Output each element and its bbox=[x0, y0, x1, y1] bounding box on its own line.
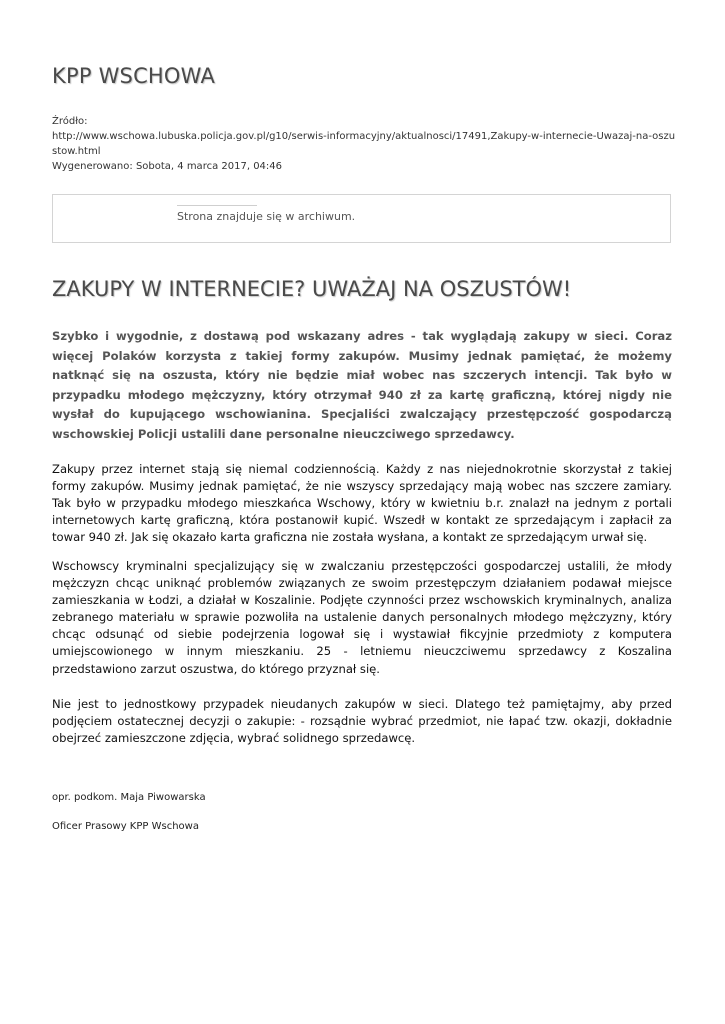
article-title: ZAKUPY W INTERNECIE? UWAŻAJ NA OSZUSTÓW! bbox=[52, 277, 572, 301]
archive-notice bbox=[52, 194, 671, 243]
article-paragraph: Wschowscy kryminalni specjalizujący się w zwalczaniu przestępczości gospodarczej ustalili, że młody mężczyzn chcąc uniknąć problemów związanych ze swoim przestępczym działaniem podawał miejsce zamieszkania w Łodzi, a działał w Koszalinie. Podjęte czynności przez wschowskich kryminalnych, analiza zebranego materiału w sprawie pozwoliła na ustalenie danych personalnych młodego mężczyzny, który chcąc odsunąć od siebie podejrzenia logował się i wystawiał fikcyjnie przedmioty z komputera umiejscowionego w innym mieszkaniu. 25 - letniemu nieuczciwemu sprzedawcy z Koszalina przedstawiono zarzut oszustwa, do którego przyznał się. bbox=[52, 559, 672, 676]
press-officer: Oficer Prasowy KPP Wschowa bbox=[52, 821, 199, 832]
article-paragraph: Zakupy przez internet stają się niemal codziennością. Każdy z nas niejednokrotnie skorzystał z takiej formy zakupów. Musimy jednak pamiętać, że nie wszyscy sprzedający mają wobec nas szczere zamiary. Tak było w przypadku młodego mieszkańca Wschowy, który w kwietniu b.r. znalazł na jednym z portali internetowych kartę graficzną, która postanowił kupić. Wszedł w kontakt ze sprzedającym i zapłacił za towar 940 zł. Jak się okazało karta graficzna nie została wysłana, a kontakt ze sprzedającym urwał się. bbox=[52, 462, 672, 545]
generated-date: Wygenerowano: Sobota, 4 marca 2017, 04:46 bbox=[52, 161, 283, 172]
archive-message: Strona znajduje się w archiwum. bbox=[177, 210, 356, 223]
site-title: KPP WSCHOWA bbox=[52, 64, 216, 88]
source-metadata bbox=[52, 114, 677, 174]
article-author: opr. podkom. Maja Piwowarska bbox=[52, 792, 206, 803]
article-paragraph: Nie jest to jednostkowy przypadek nieudanych zakupów w sieci. Dlatego też pamiętajmy, aby przed podjęciem ostatecznej decyzji o zakupie: - rozsądnie wybrać przedmiot, nie łapać tzw. okazji, dokładnie obejrzeć zamieszczone zdjęcia, wybrać solidnego sprzedawcę. bbox=[52, 697, 672, 746]
archive-divider bbox=[177, 205, 257, 206]
source-label: Źródło: bbox=[52, 116, 88, 127]
source-url: http://www.wschowa.lubuska.policja.gov.pl/g10/serwis-informacyjny/aktualnosci/17491,Zakupy-w-internecie-Uwazaj-na-oszustow.html bbox=[52, 131, 676, 157]
article-lead: Szybko i wygodnie, z dostawą pod wskazany adres - tak wyglądają zakupy w sieci. Coraz więcej Polaków korzysta z takiej formy zakupów. Musimy jednak pamiętać, że możemy natknąć się na oszusta, który nie będzie miał wobec nas szczerych intencji. Tak było w przypadku młodego mężczyzny, który otrzymał 940 zł za kartę graficzną, której nigdy nie wysłał do kupującego wschowianina. Specjaliści zwalczający przestępczość gospodarczą wschowskiej Policji ustalili dane personalne nieuczciwego sprzedawcy. bbox=[52, 329, 672, 441]
